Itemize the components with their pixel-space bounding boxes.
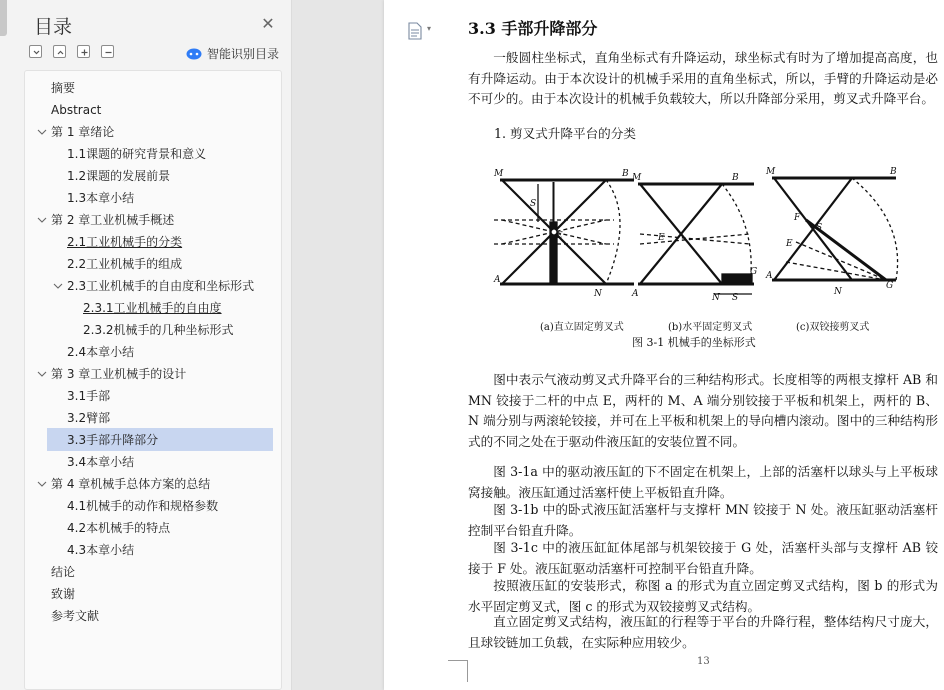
- toc-item-conclusion[interactable]: 结论: [51, 565, 76, 579]
- toc-item-2-2[interactable]: 2.2工业机械手的组成: [67, 257, 183, 271]
- paragraph: 按照液压缸的安装形式，称图 a 的形式为直立固定剪叉式结构，图 b 的形式为水平固定剪叉式，图 c 的形式为双铰接剪叉式结构。: [468, 578, 938, 614]
- figure-a: [494, 180, 634, 284]
- svg-text:N: N: [834, 287, 842, 297]
- smart-toc-button[interactable]: [186, 44, 279, 62]
- chevron-up-icon: [55, 47, 66, 58]
- svg-text:E: E: [658, 233, 665, 243]
- svg-text:B: B: [890, 167, 897, 177]
- svg-text:G: G: [886, 281, 894, 291]
- smart-toc-label: 智能识别目录: [207, 46, 280, 61]
- chevron-down-icon[interactable]: [53, 281, 63, 291]
- document-area: [292, 0, 938, 690]
- svg-text:F: F: [794, 213, 801, 223]
- toc-item-1-1[interactable]: 1.1课题的研究背景和意义: [67, 147, 207, 161]
- paragraph: 图中表示气液动剪叉式升降平台的三种结构形式。长度相等的两根支撑杆 AB 和 MN 铰接于二杆的中点 E，两杆的 M、A 端分别铰接于平板和机架上，两杆的 B、N 端分别与两滚轮铰接，并可在上平板和机架上的导向槽内滚动。图中的三种结构形式的不同之处在于驱动件液压缸的安装位置不同。: [468, 372, 938, 449]
- toc-item-1-3[interactable]: 1.3本章小结: [67, 191, 135, 205]
- toc-item-label: 2.3工业机械手的自由度和坐标形式: [67, 279, 255, 293]
- svg-text:M: M: [494, 169, 504, 179]
- remove-heading-button[interactable]: [101, 45, 114, 58]
- chevron-down-icon: [31, 47, 42, 58]
- svg-text:S: S: [816, 223, 823, 233]
- toc-item-2-3[interactable]: [67, 275, 254, 297]
- add-heading-button[interactable]: [77, 45, 90, 58]
- toc-item-acknowledgement[interactable]: 致谢: [51, 587, 76, 601]
- svg-text:E: E: [786, 239, 793, 249]
- paragraph: 直立固定剪叉式结构，液压缸的行程等于平台的升降行程，整体结构尺寸庞大，且球铰链加工负载，在实际种应用较少。: [468, 614, 938, 650]
- minus-icon: [103, 47, 114, 58]
- figure-title: 图 3-1 机械手的坐标形式: [632, 336, 756, 349]
- document-icon[interactable]: [407, 22, 423, 40]
- toc-item-1-2[interactable]: 1.2课题的发展前景: [67, 169, 171, 183]
- svg-text:A: A: [632, 289, 639, 299]
- toc-item-chapter-4[interactable]: [51, 473, 210, 495]
- toc-panel: [0, 0, 292, 690]
- section-heading: 3.3 手部升降部分: [468, 19, 598, 38]
- toc-item-2-3-1[interactable]: 2.3.1工业机械手的自由度: [83, 301, 222, 315]
- toc-item-4-1[interactable]: 4.1机械手的动作和规格参数: [67, 499, 219, 513]
- svg-text:N: N: [594, 289, 602, 299]
- toc-item-references[interactable]: 参考文献: [51, 609, 100, 623]
- plus-icon: [79, 47, 90, 58]
- page-number: 13: [697, 656, 710, 667]
- svg-text:M: M: [632, 173, 642, 183]
- collapse-all-button[interactable]: [29, 45, 42, 58]
- toc-item-2-3-2[interactable]: 2.3.2机械手的几种坐标形式: [83, 323, 234, 337]
- caret-down-icon[interactable]: ▾: [427, 24, 432, 33]
- toc-item-chapter-3[interactable]: [51, 363, 186, 385]
- figure-caption-c: (c)双铰接剪叉式: [796, 322, 870, 333]
- toc-item-4-3[interactable]: 4.3本章小结: [67, 543, 135, 557]
- toc-item-label: 第 1 章绪论: [51, 125, 115, 139]
- paragraph: 图 3-1c 中的液压缸缸体尾部与机架铰接于 G 处，活塞杆头部与支撑杆 AB 铰接于 F 处。液压缸驱动活塞杆可控制平台铅直升降。: [468, 540, 938, 576]
- cloud-icon: [186, 46, 202, 60]
- toc-item-2-4[interactable]: 2.4本章小结: [67, 345, 135, 359]
- toc-item-label: 第 3 章工业机械手的设计: [51, 367, 187, 381]
- sub-heading: 1. 剪叉式升降平台的分类: [494, 126, 636, 141]
- figure-caption-b: (b)水平固定剪叉式: [668, 322, 753, 333]
- toc-item-2-1[interactable]: 2.1工业机械手的分类: [67, 235, 183, 249]
- toc-item-abstract-cn[interactable]: 摘要: [51, 81, 76, 95]
- chevron-down-icon[interactable]: [37, 369, 47, 379]
- toc-item-3-4[interactable]: 3.4本章小结: [67, 455, 135, 469]
- toc-item-3-1[interactable]: 3.1手部: [67, 389, 111, 403]
- chevron-down-icon[interactable]: [37, 479, 47, 489]
- svg-text:A: A: [766, 271, 773, 281]
- svg-text:E: E: [556, 231, 563, 241]
- toc-item-3-3[interactable]: 3.3手部升降部分: [67, 433, 159, 447]
- svg-text:M: M: [766, 167, 776, 177]
- toc-item-chapter-1[interactable]: [51, 121, 114, 143]
- document-page: [384, 0, 944, 690]
- toc-item-4-2[interactable]: 4.2本机械手的特点: [67, 521, 171, 535]
- paragraph: 一般圆柱坐标式，直角坐标式有升降运动，球坐标式有时为了增加提高高度，也有升降运动。由于本次设计的机械手采用的直角坐标式，所以，手臂的升降运动是必不可少的。由于本次设计的机械手负载较大，所以升降部分采用，剪叉式升降平台。: [468, 50, 938, 107]
- toc-scrollbar[interactable]: [0, 0, 7, 36]
- toc-item-abstract[interactable]: Abstract: [51, 103, 102, 117]
- chevron-down-icon[interactable]: [37, 127, 47, 137]
- figure-caption-a: (a)直立固定剪叉式: [540, 322, 624, 333]
- close-icon[interactable]: ✕: [261, 14, 275, 33]
- toc-item-3-2[interactable]: 3.2臂部: [67, 411, 111, 425]
- svg-text:S: S: [732, 293, 739, 303]
- figure-b: [638, 184, 754, 294]
- figure-c: [772, 178, 898, 280]
- toc-title: 目录: [34, 16, 73, 38]
- toc-item-label: 第 4 章机械手总体方案的总结: [51, 477, 211, 491]
- svg-text:A: A: [494, 275, 501, 285]
- paragraph: 图 3-1a 中的驱动液压缸的下不固定在机架上，上部的活塞杆以球头与上平板球窝接触。液压缸通过活塞杆使上平板铅直升降。: [468, 464, 938, 500]
- expand-all-button[interactable]: [53, 45, 66, 58]
- svg-text:S: S: [530, 199, 537, 209]
- svg-text:B: B: [622, 169, 629, 179]
- toc-item-label: 第 2 章工业机械手概述: [51, 213, 175, 227]
- paragraph: 图 3-1b 中的卧式液压缸活塞杆与支撑杆 MN 铰接于 N 处。液压缸驱动活塞杆控制平台铅直升降。: [468, 502, 938, 538]
- toc-list: [24, 70, 282, 690]
- toc-item-chapter-2[interactable]: [51, 209, 174, 231]
- page-corner-mark: [448, 660, 468, 682]
- chevron-down-icon[interactable]: [37, 215, 47, 225]
- svg-text:B: B: [732, 173, 739, 183]
- svg-text:G: G: [750, 267, 758, 277]
- svg-text:N: N: [712, 293, 720, 303]
